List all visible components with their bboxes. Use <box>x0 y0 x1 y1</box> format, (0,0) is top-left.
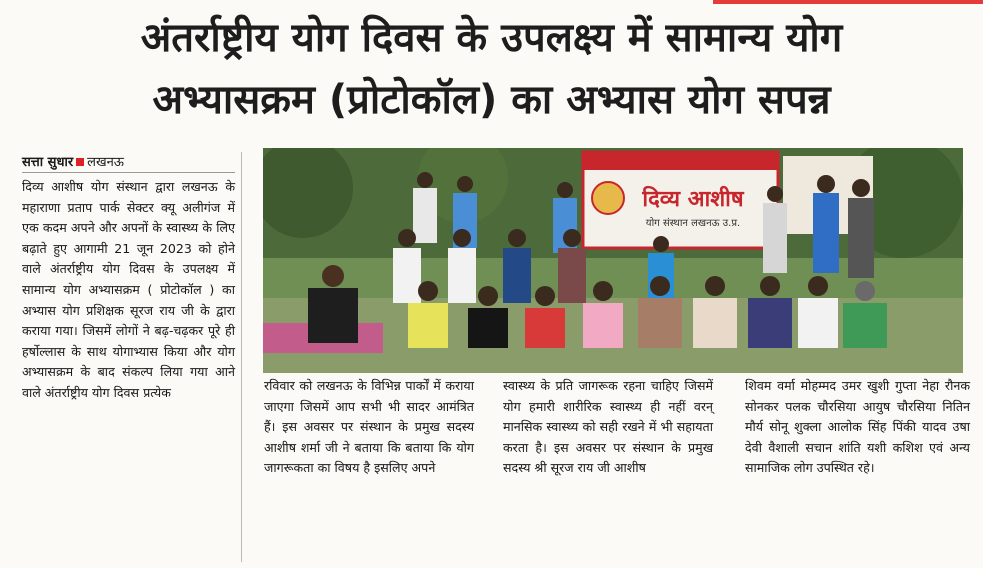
article-column-4 <box>745 376 970 566</box>
banner-subtitle: योग संस्थान लखनऊ उ.प्र. <box>645 218 741 229</box>
banner-title: दिव्य आशीष <box>642 187 744 212</box>
byline <box>22 152 235 173</box>
headline-line-1: अंतर्राष्ट्रीय योग दिवस के उपलक्ष्य में सामान्य योग <box>140 15 843 61</box>
accent-bar <box>713 0 983 4</box>
article-column-2 <box>264 376 482 566</box>
bullet-square-icon <box>76 158 84 166</box>
column-2-text: रविवार को लखनऊ के विभिन्न पार्कों में कराया जाएगा जिसमें आप सभी भी सादर आमंत्रित हैं। इस अवसर पर संस्थान के प्रमुख सदस्य आशीष शर्मा जी ने बताया कि बताया कि योग जागरूकता का विषय है इसलिए अपने <box>264 378 474 476</box>
dateline-place: लखनऊ <box>87 155 125 170</box>
group-photo <box>263 148 963 373</box>
headline-line-2: अभ्यासक्रम (प्रोटोकॉल) का अभ्यास योग सपन्न <box>152 77 831 123</box>
column-1-text: दिव्य आशीष योग संस्थान द्वारा लखनऊ के महाराणा प्रताप पार्क सेक्टर क्यू अलीगंज में एक कदम अपने और अपनों के स्वास्थ्य के लिए बढ़ाते हुए आगामी 21 जून 2023 को होने वाले अंतर्राष्ट्रीय योग दिवस के उपलक्ष्य में सामान्य योग अभ्यासक्रम ( प्रोटोकॉल ) का अभ्यास योग प्रशिक्षक सूरज राय जी के द्वारा कराया गया। जिसमें लोगों ने बढ़-चढ़कर पूरे ही हर्षोल्लास के साथ योगाभ्यास किया और योग अभ्यासक्रम के बाद संकल्प लिया गया आने वाले अंतर्राष्ट्रीय योग दिवस प्रत्येक <box>22 179 235 400</box>
column-4-text: शिवम वर्मा मोहम्मद उमर खुशी गुप्ता नेहा रौनक सोनकर पलक चौरसिया आयुष चौरसिया नितिन मौर्य सोनू शुक्ला आलोक सिंह पिंकी यादव उषा देवी वैशाली सचान शांति यशी कशिश एवं अन्य सामाजिक लोग उपस्थित रहे। <box>745 378 970 476</box>
article-column-1 <box>22 152 242 562</box>
column-3-text: स्वास्थ्य के प्रति जागरूक रहना चाहिए जिसमें योग हमारी शारीरिक स्वास्थ्य ही नहीं वरन् मानसिक स्वास्थ्य को सही रखने में भी सहायता करता है। इस अवसर पर संस्थान के प्रमुख सदस्य श्री सूरज राय जी आशीष <box>503 378 713 476</box>
reporter-name: सत्ता सुधार <box>22 155 74 170</box>
article-column-3 <box>503 376 721 566</box>
photo-illustration <box>263 148 963 373</box>
headline <box>10 6 973 130</box>
